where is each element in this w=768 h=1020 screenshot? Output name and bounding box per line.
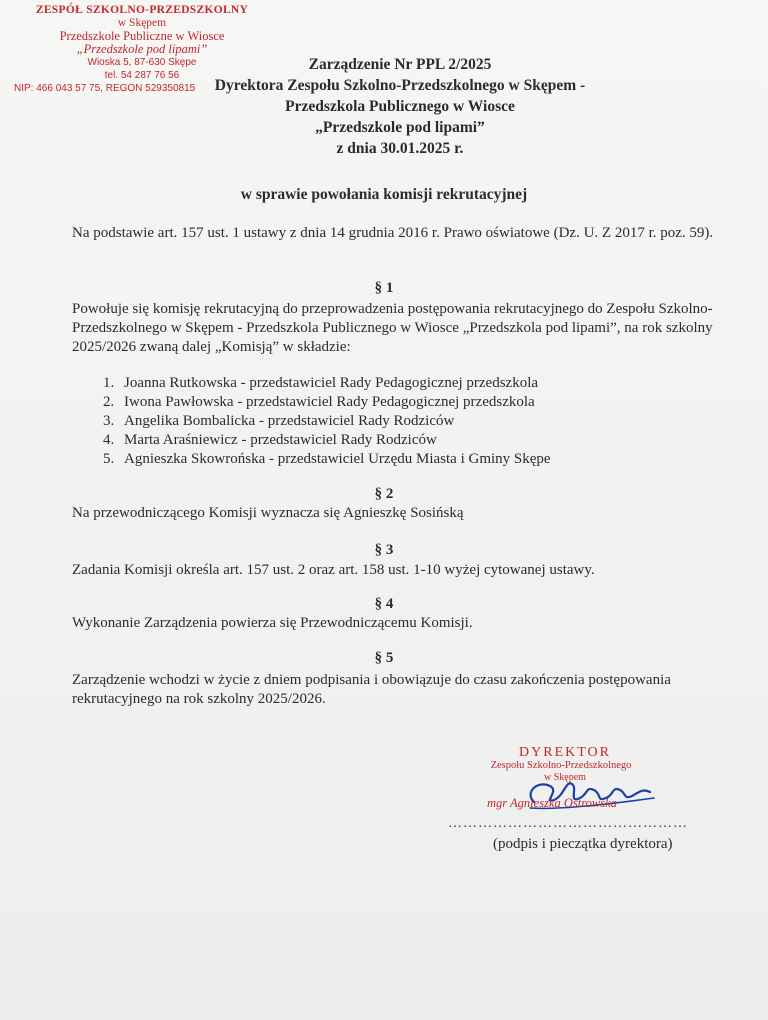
section-2-text: Na przewodniczącego Komisji wyznacza się Agnieszkę Sosińską	[72, 505, 464, 521]
list-item: 5. Agnieszka Skowrońska - przedstawiciel Urzędu Miasta i Gminy Skępe	[118, 450, 551, 469]
order-date: z dnia 30.01.2025 r.	[336, 140, 464, 157]
stamp-line-2: w Skępem	[117, 17, 167, 29]
legal-basis: Na podstawie art. 157 ust. 1 ustawy z dnia 14 grudnia 2016 r. Prawo oświatowe (Dz. U. Z 2017 r. poz. 59).	[72, 225, 714, 241]
issuer-line-1: Dyrektora Zespołu Szkolno-Przedszkolnego w Skępem -	[214, 77, 586, 94]
document-subject: w sprawie powołania komisji rekrutacyjnej	[240, 186, 528, 203]
order-number: Zarządzenie Nr PPL 2/2025	[308, 56, 492, 73]
issuer-line-3: „Przedszkole pod lipami”	[315, 119, 485, 136]
signature-line: …………………………………………	[448, 816, 688, 831]
stamp-line-7: NIP: 466 043 57 75, REGON 529350815	[14, 83, 196, 94]
document-header	[190, 54, 610, 159]
section-5-text: Zarządzenie wchodzi w życie z dniem podpisania i obowiązuje do czasu zakończenia postępowania rekrutacyjnego na rok szkolny 2025/2026.	[72, 672, 671, 707]
director-stamp-line-2: Zespołu Szkolno-Przedszkolnego	[490, 760, 632, 771]
section-1-text: Powołuje się komisję rekrutacyjną do przeprowadzenia postępowania rekrutacyjnego do Zespołu Szkolno-Przedszkolnego w Skępem - Przedszkola Publicznego w Wiosce „Przedszkola pod lipami”, na rok szkolny 2025/2026 zwaną dalej „Komisją” w składzie:	[72, 301, 713, 355]
issuer-line-2: Przedszkola Publicznego w Wiosce	[285, 98, 515, 115]
stamp-line-4: „Przedszkole pod lipami”	[76, 42, 208, 56]
list-item: 3. Angelika Bombalicka - przedstawiciel Rady Rodziców	[118, 412, 551, 431]
director-name: mgr Agnieszka Ostrowska	[487, 796, 617, 810]
list-item: 4. Marta Araśniewicz - przedstawiciel Rady Rodziców	[118, 431, 551, 450]
section-3-text: Zadania Komisji określa art. 157 ust. 2 oraz art. 158 ust. 1-10 wyżej cytowanej ustawy.	[72, 562, 595, 578]
list-item: 1. Joanna Rutkowska - przedstawiciel Rady Pedagogicznej przedszkola	[118, 374, 551, 393]
stamp-line-1: ZESPÓŁ SZKOLNO-PRZEDSZKOLNY	[35, 4, 249, 16]
director-stamp-line-3: w Skępem	[544, 772, 586, 783]
stamp-line-6: tel. 54 287 76 56	[104, 70, 180, 81]
section-4-text: Wykonanie Zarządzenia powierza się Przewodniczącemu Komisji.	[72, 615, 473, 631]
section-5-mark: § 5	[374, 650, 394, 666]
list-item: 2. Iwona Pawłowska - przedstawiciel Rady Pedagogicznej przedszkola	[118, 393, 551, 412]
committee-members-list	[72, 374, 551, 469]
section-3-mark: § 3	[374, 542, 394, 558]
signature-caption: (podpis i pieczątka dyrektora)	[493, 836, 673, 852]
section-4-mark: § 4	[374, 596, 394, 612]
director-stamp-title: DYREKTOR	[519, 745, 611, 760]
stamp-line-3: Przedszkole Publiczne w Wiosce	[59, 29, 225, 43]
section-1-mark: § 1	[374, 280, 394, 296]
section-2-mark: § 2	[374, 486, 394, 502]
stamp-line-5: Wioska 5, 87-630 Skępe	[87, 57, 197, 68]
